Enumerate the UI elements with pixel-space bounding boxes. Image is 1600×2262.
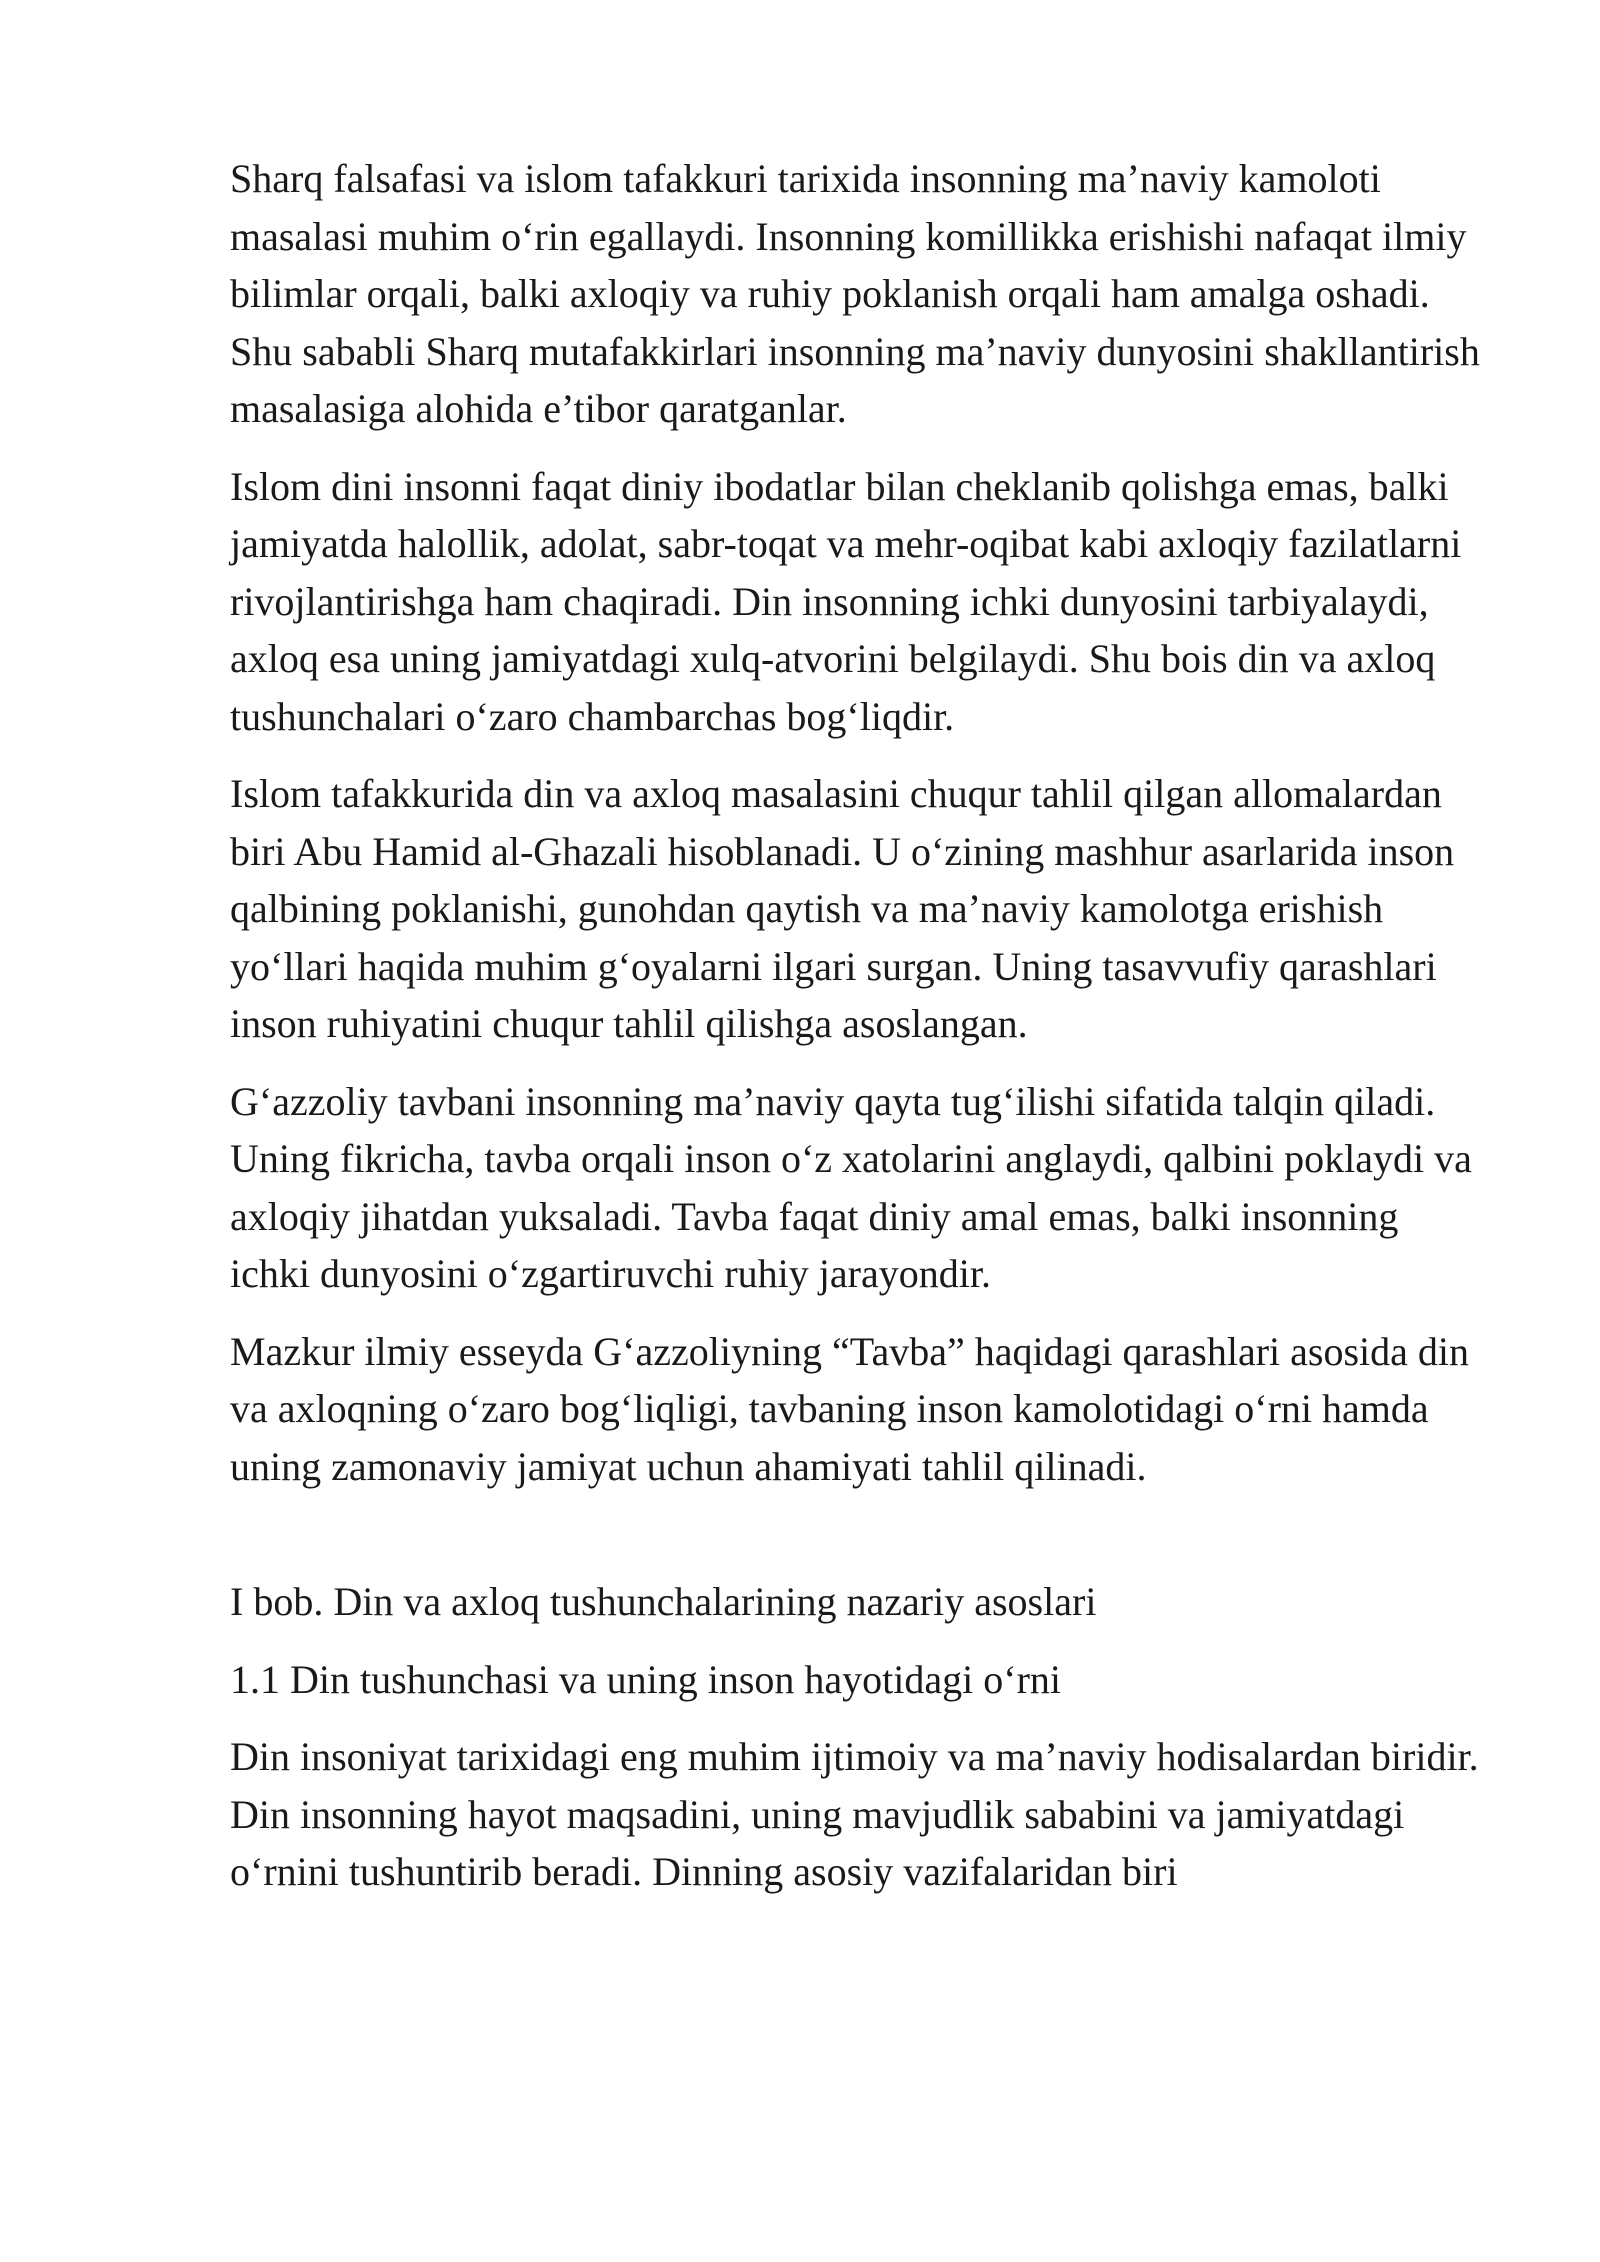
section-spacer — [230, 1515, 1480, 1573]
intro-paragraph-1: Sharq falsafasi va islom tafakkuri tarixida insonning ma’naviy kamoloti masalasi muhim o‘rin egallaydi. Insonning komillikka erishishi nafaqat ilmiy bilimlar orqali, balki axloqiy va ruhiy poklanish orqali ham amalga oshadi. Shu sababli Sharq mutafakkirlari insonning ma’naviy dunyosini shakllantirish masalasiga alohida e’tibor qaratganlar. — [230, 156, 1480, 431]
section-paragraph: Din insoniyat tarixidagi eng muhim ijtimoiy va ma’naviy hodisalardan biridir. Din insonning hayot maqsadini, uning mavjudlik sababini va jamiyatdagi o‘rnini tushuntirib beradi. Dinning asosiy vazifalaridan biri — [230, 1734, 1479, 1894]
intro-paragraph-3: Islom tafakkurida din va axloq masalasini chuqur tahlil qilgan allomalardan biri Abu Hamid al-Ghazali hisoblanadi. U o‘zining mashhur asarlarida inson qalbining poklanishi, gunohdan qaytish va ma’naviy kamolotga erishish yo‘llari haqida muhim g‘oyalarni ilgari surgan. Uning tasavvufiy qarashlari inson ruhiyatini chuqur tahlil qilishga asoslangan. — [230, 771, 1455, 1046]
chapter-title: I bob. Din va axloq tushunchalarining nazariy asoslari — [230, 1579, 1097, 1624]
document-body — [230, 150, 1480, 1921]
intro-paragraph-2: Islom dini insonni faqat diniy ibodatlar bilan cheklanib qolishga emas, balki jamiyatda halollik, adolat, sabr-toqat va mehr-oqibat kabi axloqiy fazilatlarni rivojlantirishga ham chaqiradi. Din insonning ichki dunyosini tarbiyalaydi, axloq esa uning jamiyatdagi xulq-atvorini belgilaydi. Shu bois din va axloq tushunchalari o‘zaro chambarchas bog‘liqdir. — [230, 463, 1462, 739]
intro-paragraph-5: Mazkur ilmiy esseyda G‘azzoliyning “Tavba” haqidagi qarashlari asosida din va axloqning o‘zaro bog‘liqligi, tavbaning inson kamolotidagi o‘rni hamda uning zamonaviy jamiyat uchun ahamiyati tahlil qilinadi. — [230, 1328, 1470, 1489]
intro-paragraph-4: G‘azzoliy tavbani insonning ma’naviy qayta tug‘ilishi sifatida talqin qiladi. Uning fikricha, tavba orqali inson o‘z xatolarini anglaydi, qalbini poklaydi va axloqiy jihatdan yuksaladi. Tavba faqat diniy amal emas, balki insonning ichki dunyosini o‘zgartiruvchi ruhiy jarayondir. — [230, 1078, 1472, 1296]
section-title: 1.1 Din tushunchasi va uning inson hayotidagi o‘rni — [230, 1656, 1062, 1702]
